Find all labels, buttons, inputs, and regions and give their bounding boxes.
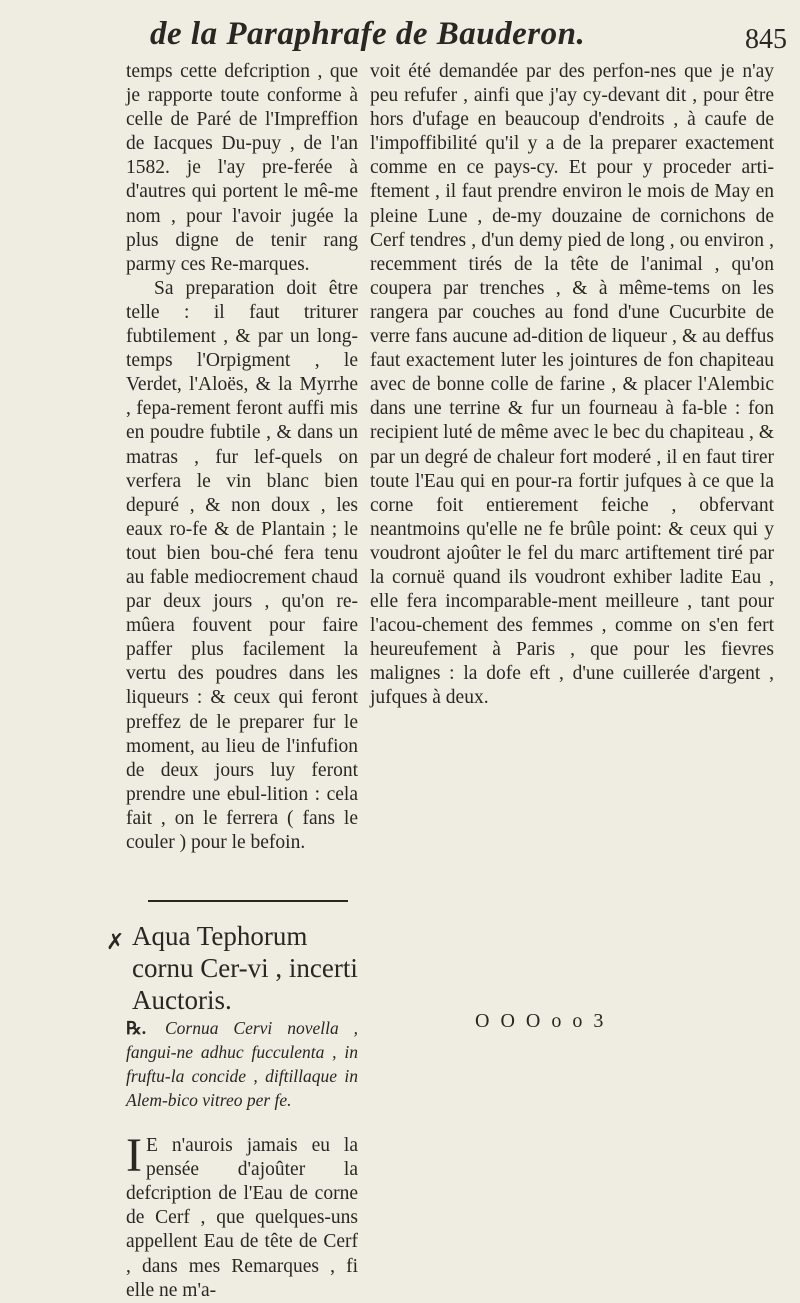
running-header (0, 14, 800, 62)
right-column (370, 60, 774, 711)
section-divider (148, 900, 348, 902)
left-paragraph-2: Sa preparation doit être telle : il faut triturer fubtilement , & par un long-temps l'Orpigment , le Verdet, l'Aloës, & la Myrrhe , fepa-rement feront auffi mis en poudre fubtile , & dans un matras , fur lef-quels on verfera le vin blanc bien depuré , & non doux , les eaux ro-fe & de Plantain ; le tout bien bou-ché fera tenu au fable mediocrement chaud par deux jours , qu'on re-mûera fouvent pour faire paffer plus facilement la vertu des poudres dans les liqueurs : & ceux qui feront preffez de le preparer fur le moment, au lieu de l'infufion de deux jours luy feront prendre une ebul-lition : cela fait , on le ferrera ( fans le couler ) pour le befoin. (126, 277, 358, 853)
recipe-text: Cornua Cervi novella , fangui-ne adhuc fucculenta , in fruftu-la concide , diftillaque in Alem-bico vitreo per fe. (126, 1018, 358, 1111)
left-column (106, 60, 358, 1303)
recipe-symbol: ℞. (126, 1018, 147, 1039)
left-paragraph-1: temps cette defcription , que je rapporte toute conforme à celle de Paré de l'Impreffion de Iacques Du-puy , de l'an 1582. je l'ay pre-ferée à d'autres qui portent le mê-me nom , pour l'avoir jugée la plus digne de tenir rang parmy ces Re-marques. (126, 61, 358, 275)
signature-mark: O O O o o 3 (475, 1010, 607, 1032)
drop-cap: I (126, 1129, 142, 1183)
section-mark-icon: ✗ (106, 929, 125, 955)
page-number: 845 (745, 24, 787, 55)
left-paragraph-3-text: E n'aurois jamais eu la pensée d'ajoûter la defcription de l'Eau de corne de Cerf , que quelques-uns appellent Eau de tête de Cerf , dans mes Remarques , fi elle ne m'a- (126, 1135, 358, 1301)
recipe (126, 1016, 358, 1112)
section-title: Aqua Tephorum cornu Cer-vi , incerti Auctoris. (132, 921, 358, 1016)
header-title: de la Paraphrafe de Bauderon. (150, 16, 586, 52)
section-heading (106, 920, 358, 1016)
right-paragraph-1: voit été demandée par des perfon-nes que je n'ay peu refufer , ainfi que j'ay cy-devant dit , pour être hors d'ufage en beaucoup d'endroits , à caufe de l'impoffibilité qu'il y a de la preparer exactement comme en ce pays-cy. Et pour y proceder arti-ftement , il faut prendre environ le mois de May en pleine Lune , de-my douzaine de cornichons de Cerf tendres , d'un demy pied de long , ou environ , recemment tirés de la tête de l'animal , qu'on coupera par trenches , & à même-tems on les rangera par couches au fond d'une Cucurbite de verre fans aucune ad-dition de liqueur , & au deffus faut exactement luter les jointures de fon chapiteau avec de bonne colle de farine , & placer l'Alembic dans une terrine & fur un fourneau à fa-ble : fon recipient luté de même avec le bec du chapiteau , & par un degré de chaleur fort moderé , il en faut tirer toute l'Eau qui en pour-ra fortir jufques à ce que la corne foit entierement feiche , obfervant neantmoins qu'elle ne fe brûle point: & ceux qui y voudront ajoûter le fel du marc artiftement tiré par la cornuë quand ils voudront exhiber ladite Eau , elle fera incomparable-ment meilleure , tant pour l'acou-chement des femmes , comme on s'en fert heureufement à Paris , que pour les fievres malignes : la dofe eft , d'une cuillerée d'argent , jufques à deux. (370, 61, 774, 709)
left-paragraph-3 (126, 1129, 358, 1303)
